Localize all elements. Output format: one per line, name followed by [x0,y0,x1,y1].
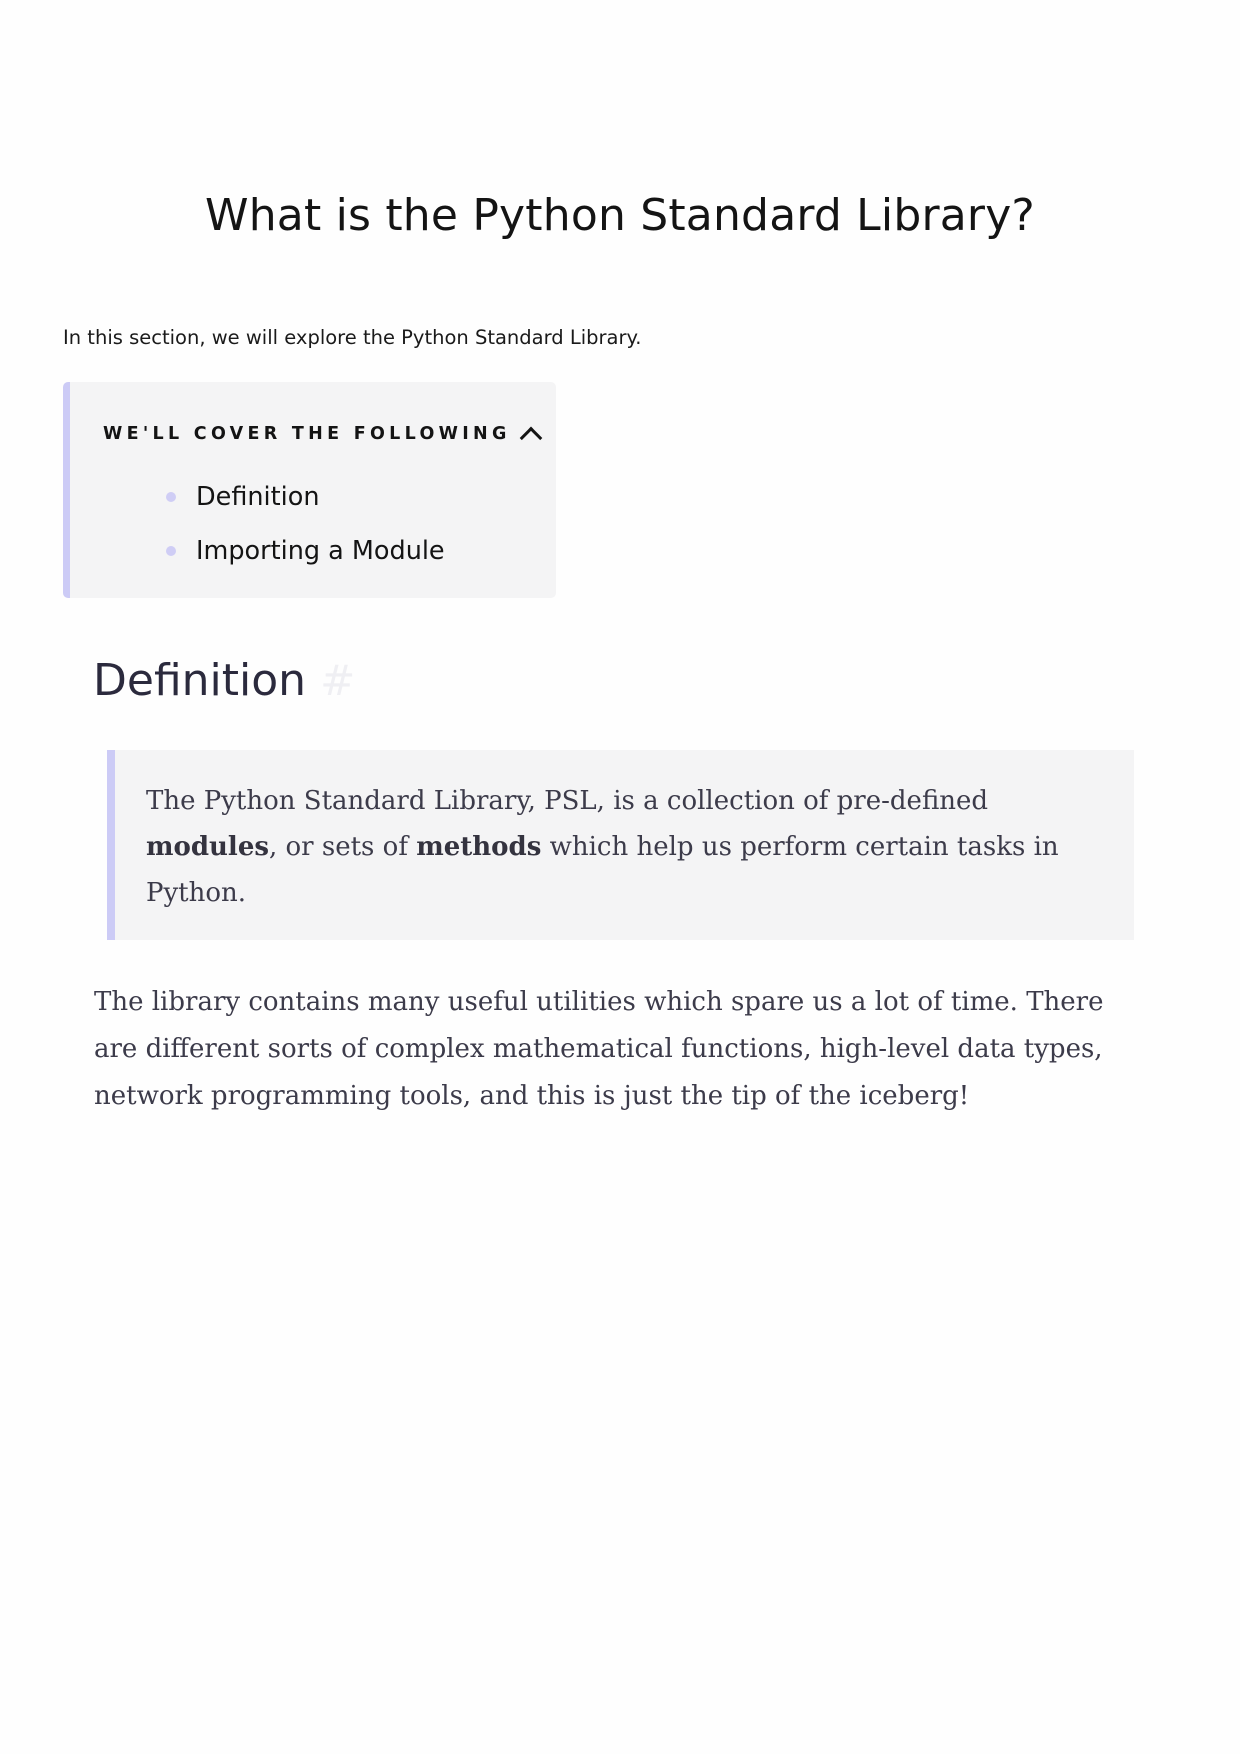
section-heading-definition [93,655,355,706]
bold-term-modules: modules [146,832,269,862]
page-title: What is the Python Standard Library? [205,190,1035,241]
toc-panel [63,382,556,598]
toc-item-importing-a-module[interactable] [166,524,445,578]
bullet-icon [166,546,176,556]
chevron-up-icon[interactable] [519,427,542,450]
toc-item-definition[interactable] [166,470,445,524]
toc-list [166,470,445,578]
blockquote-text-part2: , or sets of [269,832,417,862]
blockquote-text-part3: which help us perform certain tasks in Python. [146,832,1059,908]
section-heading-text: Definition [93,655,307,706]
intro-text: In this section, we will explore the Python Standard Library. [63,326,642,349]
body-paragraph: The library contains many useful utilities which spare us a lot of time. There are different sorts of complex mathematical functions, high-level data types, network programming tools, and this is just the tip of the iceberg! [94,987,1104,1111]
bullet-icon [166,492,176,502]
toc-toggle[interactable] [103,422,539,446]
bold-term-methods: methods [416,832,542,862]
blockquote-text [146,778,1094,916]
blockquote-text-part1: The Python Standard Library, PSL, is a collection of pre-defined [146,786,989,816]
definition-blockquote [107,750,1134,940]
toc-header-label: WE'LL COVER THE FOLLOWING [103,424,511,444]
toc-item-label: Definition [196,482,320,512]
anchor-link[interactable]: # [320,656,356,705]
toc-item-label: Importing a Module [196,536,445,566]
